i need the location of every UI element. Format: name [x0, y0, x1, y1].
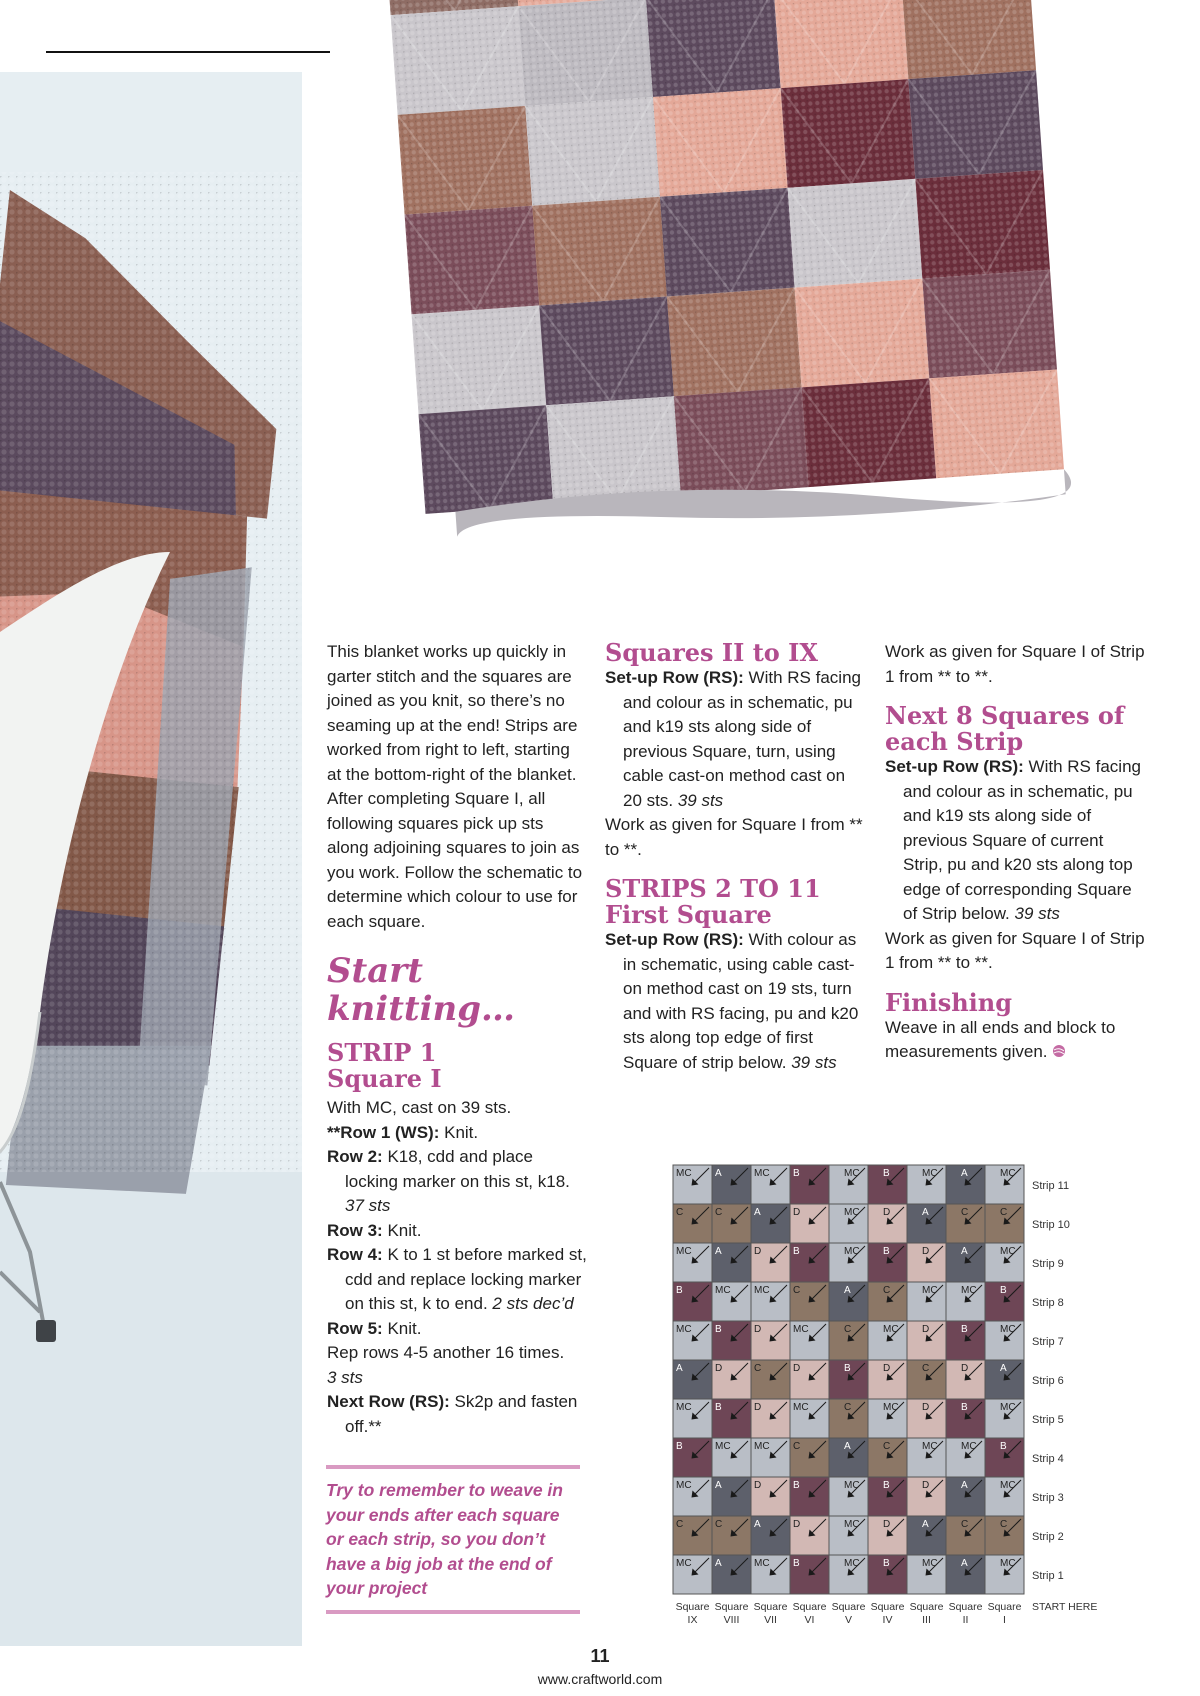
schematic-square: [751, 1477, 790, 1516]
schematic-square: [790, 1399, 829, 1438]
column-3: [885, 640, 1145, 1065]
strip-label: Strip 7: [1032, 1336, 1064, 1348]
square-colour-label: MC: [793, 1402, 809, 1413]
square-colour-label: MC: [1000, 1168, 1016, 1179]
instruction-line: [327, 1390, 587, 1439]
square-colour-label: MC: [715, 1285, 731, 1296]
square-colour-label: MC: [715, 1441, 731, 1452]
schematic-square: [868, 1165, 907, 1204]
schematic-square: [907, 1360, 946, 1399]
instruction-text: Rep rows 4-5 another 16 times.: [327, 1343, 565, 1362]
column-label-numeral: V: [844, 1614, 853, 1626]
square-colour-label: MC: [883, 1324, 899, 1335]
schematic-square: [673, 1438, 712, 1477]
strip-label: Strip 2: [1032, 1531, 1064, 1543]
schematic-square: [712, 1555, 751, 1594]
square-colour-label: A: [961, 1246, 968, 1257]
square-colour-label: C: [1000, 1519, 1008, 1530]
schematic-square: [946, 1399, 985, 1438]
square-colour-label: B: [1000, 1285, 1007, 1296]
column-2: [605, 640, 865, 1075]
square-colour-label: MC: [844, 1558, 860, 1569]
square-colour-label: B: [793, 1168, 800, 1179]
instruction-text: Knit.: [382, 1220, 422, 1240]
schematic-square: [985, 1243, 1024, 1282]
column-label-numeral: VI: [804, 1614, 815, 1626]
square-colour-label: MC: [922, 1441, 938, 1452]
schematic-square: [946, 1516, 985, 1555]
square-colour-label: B: [961, 1324, 968, 1335]
row-label: Next Row (RS):: [327, 1392, 450, 1411]
work-instruction: Work as given for Square I of Strip 1 from ** to **.: [885, 642, 1145, 686]
square-colour-label: MC: [844, 1168, 860, 1179]
square-colour-label: B: [961, 1402, 968, 1413]
square-colour-label: B: [715, 1324, 722, 1335]
column-label-word: Square: [831, 1601, 866, 1613]
schematic-square: [907, 1477, 946, 1516]
square-colour-label: D: [754, 1480, 762, 1491]
instruction-line: [327, 1219, 587, 1244]
instruction-line: [327, 1341, 587, 1390]
schematic-square: [790, 1204, 829, 1243]
finishing-text: Weave in all ends and block to measurements given.: [885, 1017, 1116, 1061]
square-colour-label: A: [844, 1285, 851, 1296]
square-colour-label: MC: [676, 1324, 692, 1335]
square-colour-label: MC: [922, 1168, 938, 1179]
instruction-text: Knit.: [439, 1122, 479, 1142]
schematic-square: [868, 1555, 907, 1594]
page-number: 11: [590, 1646, 610, 1666]
square-colour-label: D: [922, 1246, 930, 1257]
square-colour-label: D: [754, 1246, 762, 1257]
schematic-square: [907, 1282, 946, 1321]
schematic-square: [751, 1321, 790, 1360]
schematic-square: [985, 1477, 1024, 1516]
schematic-square: [868, 1321, 907, 1360]
square-colour-label: D: [961, 1363, 969, 1374]
square-colour-label: C: [715, 1519, 723, 1530]
square-colour-label: C: [1000, 1207, 1008, 1218]
schematic-square: [790, 1555, 829, 1594]
square-colour-label: A: [715, 1480, 722, 1491]
instruction-text: Sk2p and fasten off.**: [345, 1392, 578, 1436]
square-colour-label: A: [715, 1246, 722, 1257]
square-colour-label: MC: [793, 1324, 809, 1335]
schematic-square: [712, 1165, 751, 1204]
square-colour-label: C: [793, 1441, 801, 1452]
square-colour-label: B: [793, 1558, 800, 1569]
schematic-square: [868, 1204, 907, 1243]
strip-label: Strip 11: [1032, 1180, 1070, 1192]
schematic-square: [829, 1555, 868, 1594]
square-colour-label: D: [715, 1363, 723, 1374]
finishing-heading: Finishing: [885, 987, 1013, 1017]
square-colour-label: C: [793, 1285, 801, 1296]
schematic-square: [829, 1399, 868, 1438]
schematic-square: [946, 1243, 985, 1282]
schematic-square: [907, 1243, 946, 1282]
square-colour-label: B: [676, 1285, 683, 1296]
schematic-square: [673, 1282, 712, 1321]
square-colour-label: A: [754, 1519, 761, 1530]
strip-label: Strip 9: [1032, 1258, 1064, 1270]
square-colour-label: A: [922, 1519, 929, 1530]
square-colour-label: D: [883, 1363, 891, 1374]
row-label: Row 5:: [327, 1318, 383, 1338]
square-colour-label: B: [793, 1480, 800, 1491]
schematic-square: [907, 1516, 946, 1555]
stitch-count: 39 sts: [677, 790, 724, 810]
square-colour-label: A: [961, 1168, 968, 1179]
square-colour-label: A: [961, 1558, 968, 1569]
square-colour-label: C: [676, 1519, 684, 1530]
square-colour-label: MC: [676, 1480, 692, 1491]
schematic-square: [751, 1438, 790, 1477]
schematic-square: [712, 1243, 751, 1282]
tip-callout: Try to remember to weave in your ends after each square or each strip, so you don’t have a big job at the end of your project: [326, 1465, 580, 1614]
square-colour-label: C: [715, 1207, 723, 1218]
work-instruction: Work as given for Square I of Strip 1 from ** to **.: [885, 928, 1145, 972]
column-label-numeral: VII: [764, 1614, 777, 1626]
schematic-square: [829, 1438, 868, 1477]
setup-row-text: With RS facing and colour as in schematic, pu and k19 sts along side of previous Square, turn, using cable cast-on method cast on 20 sts.: [623, 668, 861, 810]
column-label-word: Square: [675, 1601, 710, 1613]
first-square-heading: First Square: [605, 900, 772, 929]
schematic-square: [829, 1243, 868, 1282]
schematic-square: [790, 1321, 829, 1360]
square-colour-label: MC: [844, 1480, 860, 1491]
square-colour-label: D: [793, 1207, 801, 1218]
square-colour-label: D: [793, 1519, 801, 1530]
schematic-square: [673, 1243, 712, 1282]
strip-label: Strip 1: [1032, 1570, 1064, 1582]
instruction-line: [327, 1243, 587, 1317]
square-colour-label: MC: [1000, 1402, 1016, 1413]
stitch-count: 3 sts: [327, 1367, 363, 1387]
row-label: Row 3:: [327, 1220, 383, 1240]
schematic-square: [868, 1477, 907, 1516]
square-colour-label: MC: [1000, 1324, 1016, 1335]
schematic-square: [751, 1555, 790, 1594]
schematic-square: [868, 1399, 907, 1438]
schematic-square: [907, 1165, 946, 1204]
schematic-square: [985, 1555, 1024, 1594]
schematic-square: [868, 1516, 907, 1555]
schematic-square: [712, 1399, 751, 1438]
strip-label: Strip 3: [1032, 1492, 1064, 1504]
strip-label: Strip 10: [1032, 1219, 1070, 1231]
setup-row-text: With colour as in schematic, using cable cast-on method cast on 19 sts, turn and with RS facing, pu and k20 sts along top edge of first Square of strip below.: [623, 930, 859, 1072]
stitch-count: 37 sts: [345, 1196, 391, 1215]
row-label: Row 2:: [327, 1147, 383, 1166]
column-1: [327, 640, 587, 1439]
column-label-numeral: III: [922, 1614, 931, 1626]
schematic-square: [790, 1477, 829, 1516]
column-label-numeral: IX: [687, 1614, 698, 1626]
website-url: www.craftworld.com: [537, 1671, 663, 1687]
schematic-square: [790, 1438, 829, 1477]
instruction-line: [327, 1121, 587, 1146]
square-colour-label: C: [922, 1363, 930, 1374]
strips-2-11-heading: STRIPS 2 TO 11: [605, 874, 821, 903]
square-colour-label: A: [676, 1363, 683, 1374]
schematic-square: [673, 1165, 712, 1204]
schematic-square: [673, 1555, 712, 1594]
square-colour-label: D: [754, 1324, 762, 1335]
work-instruction: Work as given for Square I from ** to **.: [605, 815, 863, 859]
strip-label: Strip 4: [1032, 1453, 1064, 1465]
square-colour-label: MC: [676, 1558, 692, 1569]
schematic-square: [829, 1477, 868, 1516]
square-colour-label: MC: [754, 1168, 770, 1179]
squares-2-9-heading: Squares II to IX: [605, 638, 818, 667]
square-colour-label: B: [844, 1363, 851, 1374]
column-label-word: Square: [948, 1601, 983, 1613]
square-colour-label: A: [715, 1558, 722, 1569]
square-colour-label: B: [883, 1558, 890, 1569]
blanket-chair-photo: [0, 72, 302, 1646]
schematic-square: [868, 1282, 907, 1321]
square1-heading: Square I: [327, 1064, 442, 1093]
schematic-square: [790, 1243, 829, 1282]
schematic-square: [673, 1321, 712, 1360]
schematic-square: [790, 1282, 829, 1321]
square-colour-label: B: [883, 1480, 890, 1491]
start-here-label: START HERE: [1032, 1601, 1098, 1613]
column-label-numeral: I: [1003, 1614, 1006, 1626]
instruction-text: Knit.: [382, 1318, 422, 1338]
square-colour-label: A: [961, 1480, 968, 1491]
schematic-square: [907, 1321, 946, 1360]
schematic-square: [751, 1360, 790, 1399]
square-colour-label: D: [922, 1402, 930, 1413]
square-colour-label: MC: [844, 1207, 860, 1218]
square-colour-label: C: [883, 1441, 891, 1452]
strip-label: Strip 6: [1032, 1375, 1064, 1387]
schematic-square: [907, 1555, 946, 1594]
square-colour-label: A: [754, 1207, 761, 1218]
schematic-square: [946, 1477, 985, 1516]
instruction-text: K to 1 st before marked st, cdd and replace locking marker on this st, k to end.: [345, 1245, 587, 1313]
next-8-squares-heading: Next 8 Squares of each Strip: [885, 701, 1125, 756]
schematic-square: [829, 1282, 868, 1321]
setup-row-text: With RS facing and colour as in schematic, pu and k19 sts along side of previous Square of current Strip, pu and k20 sts along top edge of corresponding Square of Strip below.: [903, 757, 1141, 923]
schematic-square: [985, 1360, 1024, 1399]
square-colour-label: A: [715, 1168, 722, 1179]
square-colour-label: C: [676, 1207, 684, 1218]
schematic-square: [907, 1204, 946, 1243]
square-colour-label: MC: [844, 1246, 860, 1257]
schematic-square: [751, 1204, 790, 1243]
square-colour-label: B: [793, 1246, 800, 1257]
schematic-square: [673, 1360, 712, 1399]
schematic-square: [985, 1399, 1024, 1438]
schematic-square: [751, 1516, 790, 1555]
square-colour-label: MC: [676, 1246, 692, 1257]
schematic-square: [985, 1282, 1024, 1321]
setup-row-label: Set-up Row (RS):: [605, 930, 744, 949]
instruction-text: With MC, cast on 39 sts.: [327, 1098, 512, 1117]
schematic-square: [829, 1204, 868, 1243]
schematic-square: [712, 1477, 751, 1516]
column-label-word: Square: [870, 1601, 905, 1613]
square-colour-label: MC: [961, 1441, 977, 1452]
schematic-square: [673, 1204, 712, 1243]
column-label-numeral: II: [962, 1614, 969, 1626]
schematic-square: [946, 1555, 985, 1594]
column-label-word: Square: [792, 1601, 827, 1613]
schematic-square: [985, 1165, 1024, 1204]
schematic-square: [790, 1516, 829, 1555]
schematic-square: [907, 1438, 946, 1477]
intro-paragraph: This blanket works up quickly in garter stitch and the squares are joined as you knit, so there’s no seaming up at the end! Strips are worked from right to left, starting at the bottom-right of the blanket. After completing Square I, all following squares pick up sts along adjoining squares to join as you work. Follow the schematic to determine which colour to use for each square.: [327, 642, 583, 931]
square-colour-label: MC: [961, 1285, 977, 1296]
schematic-square: [751, 1282, 790, 1321]
schematic-square: [985, 1321, 1024, 1360]
schematic-square: [673, 1477, 712, 1516]
schematic-square: [829, 1360, 868, 1399]
schematic-square: [829, 1165, 868, 1204]
schematic-square: [907, 1399, 946, 1438]
square-colour-label: MC: [1000, 1246, 1016, 1257]
schematic-square: [829, 1321, 868, 1360]
square-colour-label: MC: [754, 1285, 770, 1296]
schematic-square: [673, 1399, 712, 1438]
schematic-square: [985, 1516, 1024, 1555]
square-colour-label: C: [961, 1207, 969, 1218]
stitch-count: 39 sts: [791, 1052, 837, 1072]
row-label: **Row 1 (WS):: [327, 1122, 440, 1142]
square-colour-label: B: [676, 1441, 683, 1452]
instruction-line: [327, 1096, 587, 1121]
instruction-text: K18, cdd and place locking marker on this st, k18.: [345, 1147, 570, 1191]
square-colour-label: D: [922, 1324, 930, 1335]
column-label-numeral: IV: [882, 1614, 893, 1626]
square-colour-label: A: [1000, 1363, 1007, 1374]
square-colour-label: MC: [844, 1519, 860, 1530]
schematic-square: [712, 1360, 751, 1399]
column-label-word: Square: [909, 1601, 944, 1613]
stitch-count: 39 sts: [1014, 904, 1060, 923]
schematic-square: [751, 1165, 790, 1204]
yarn-ball-icon: [1052, 1044, 1066, 1058]
blanket-closeup-photo: [330, 0, 1150, 635]
schematic-square: [946, 1321, 985, 1360]
square-colour-label: D: [793, 1363, 801, 1374]
square-colour-label: B: [883, 1168, 890, 1179]
square-colour-label: B: [883, 1246, 890, 1257]
schematic-square: [868, 1243, 907, 1282]
schematic-square: [790, 1360, 829, 1399]
strip1-instructions: [327, 1096, 587, 1439]
schematic-square: [712, 1282, 751, 1321]
square-colour-label: MC: [676, 1402, 692, 1413]
schematic-square: [946, 1165, 985, 1204]
schematic-square: [712, 1516, 751, 1555]
square-colour-label: MC: [883, 1402, 899, 1413]
square-colour-label: MC: [754, 1558, 770, 1569]
square-colour-label: D: [883, 1207, 891, 1218]
schematic-square: [790, 1165, 829, 1204]
strip1-heading: STRIP 1: [327, 1038, 437, 1067]
schematic-square: [712, 1438, 751, 1477]
setup-row-label: Set-up Row (RS):: [885, 757, 1024, 776]
column-label-word: Square: [987, 1601, 1022, 1613]
schematic-square: [946, 1204, 985, 1243]
square-colour-label: A: [922, 1207, 929, 1218]
schematic-square: [751, 1399, 790, 1438]
square-colour-label: MC: [676, 1168, 692, 1179]
square-colour-label: C: [883, 1285, 891, 1296]
schematic-square: [946, 1360, 985, 1399]
square-colour-label: MC: [1000, 1558, 1016, 1569]
schematic-square: [946, 1282, 985, 1321]
square-colour-label: C: [844, 1402, 852, 1413]
instruction-line: [327, 1317, 587, 1342]
row-label: Row 4:: [327, 1245, 383, 1264]
column-label-word: Square: [714, 1601, 749, 1613]
square-colour-label: B: [1000, 1441, 1007, 1452]
schematic-square: [673, 1516, 712, 1555]
square-colour-label: C: [754, 1363, 762, 1374]
schematic-square: [868, 1438, 907, 1477]
strip-label: Strip 5: [1032, 1414, 1064, 1426]
square-colour-label: B: [715, 1402, 722, 1413]
square-colour-label: D: [922, 1480, 930, 1491]
stitch-count: 2 sts dec’d: [492, 1294, 574, 1313]
square-colour-label: D: [883, 1519, 891, 1530]
schematic-square: [868, 1360, 907, 1399]
square-colour-label: A: [844, 1441, 851, 1452]
column-label-word: Square: [753, 1601, 788, 1613]
schematic-square: [946, 1438, 985, 1477]
schematic-square: [985, 1204, 1024, 1243]
strip-label: Strip 8: [1032, 1297, 1064, 1309]
square-colour-label: C: [844, 1324, 852, 1335]
schematic-square: [829, 1516, 868, 1555]
schematic-square: [751, 1243, 790, 1282]
square-colour-label: MC: [754, 1441, 770, 1452]
start-knitting-heading: Start knitting…: [327, 951, 516, 1029]
schematic-square: [712, 1321, 751, 1360]
schematic-square: [712, 1204, 751, 1243]
square-colour-label: MC: [922, 1558, 938, 1569]
square-colour-label: D: [754, 1402, 762, 1413]
schematic-square: [985, 1438, 1024, 1477]
colour-schematic: [670, 1163, 1140, 1643]
square-colour-label: C: [961, 1519, 969, 1530]
setup-row-label: Set-up Row (RS):: [605, 668, 744, 687]
square-colour-label: MC: [1000, 1480, 1016, 1491]
instruction-line: [327, 1145, 587, 1219]
column-label-numeral: VIII: [723, 1614, 740, 1626]
square-colour-label: MC: [922, 1285, 938, 1296]
